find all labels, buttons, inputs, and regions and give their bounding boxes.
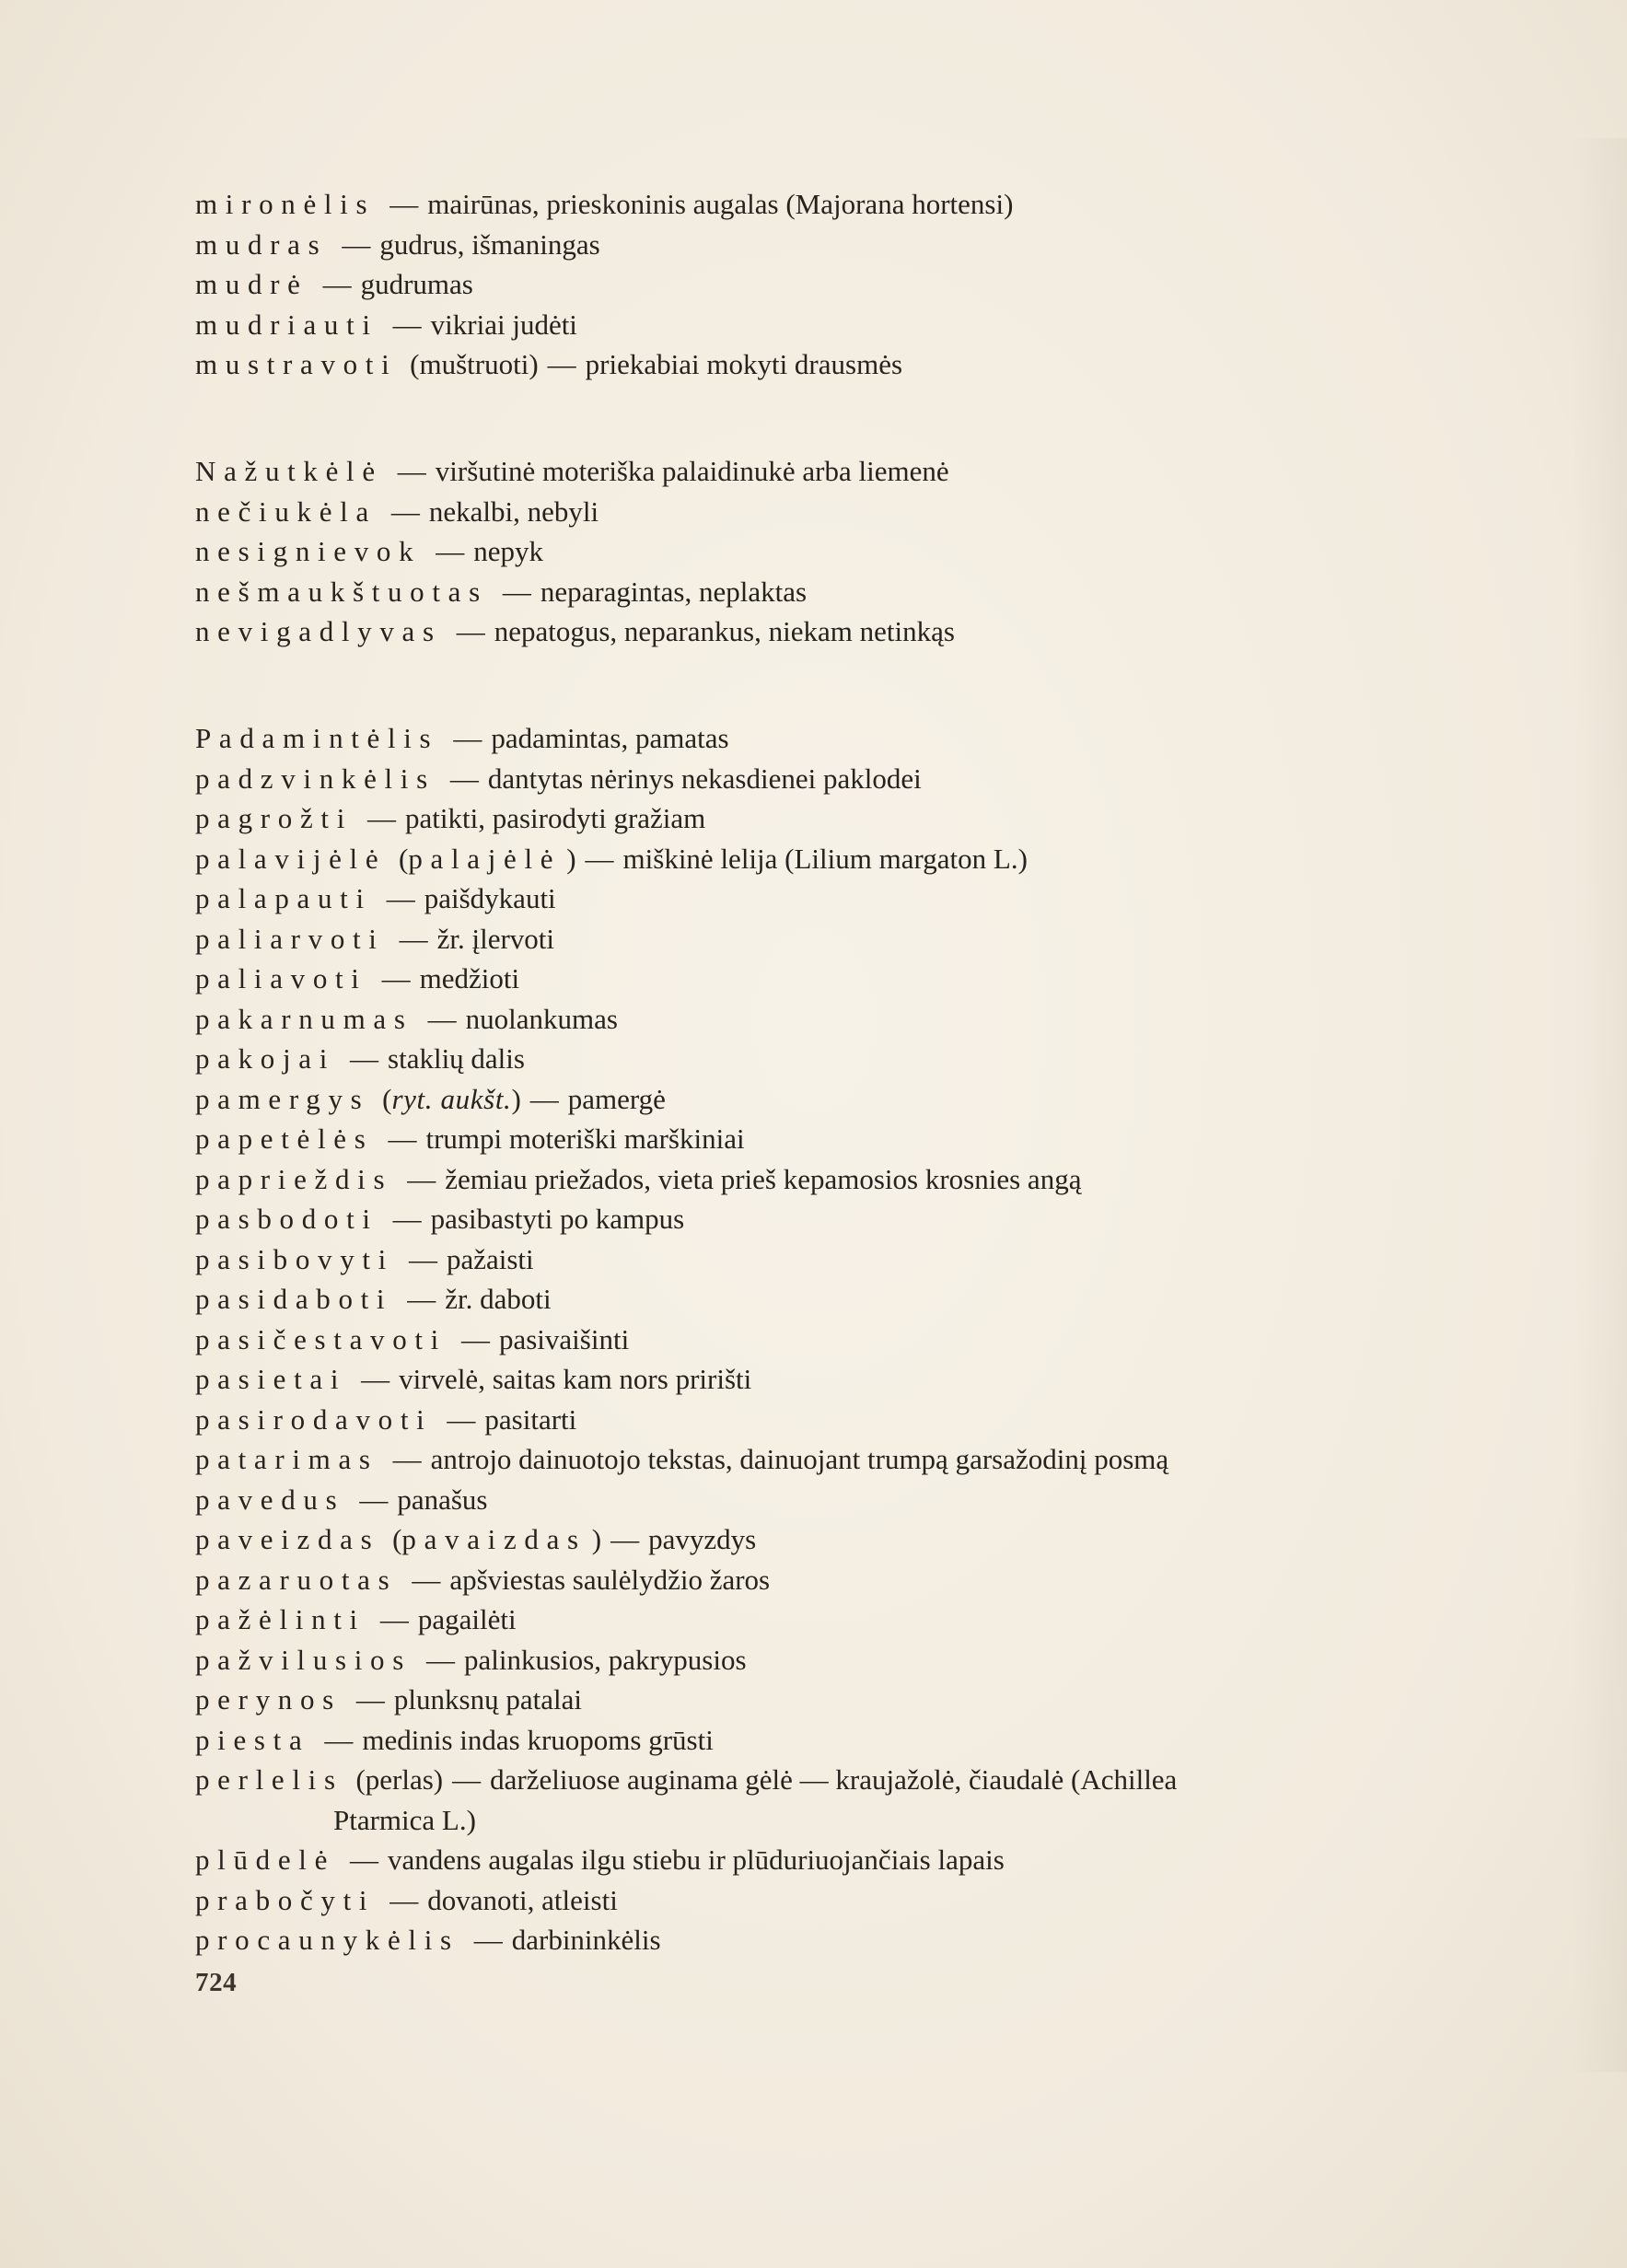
headword: pažėlinti	[195, 1603, 366, 1635]
glossary-entry	[195, 959, 1549, 999]
headword: plūdelė	[195, 1843, 336, 1876]
glossary-entry	[195, 1079, 1549, 1120]
em-dash: —	[502, 575, 531, 608]
headword: pasietai	[195, 1363, 347, 1395]
glossary-entry	[195, 451, 1549, 492]
glossary-entry	[195, 264, 1549, 305]
em-dash: —	[392, 1443, 422, 1475]
headword: paliavoti	[195, 962, 367, 994]
headword: mudrė	[195, 268, 308, 300]
em-dash: —	[460, 1322, 490, 1355]
glossary-group	[195, 718, 1549, 1960]
em-dash: —	[453, 722, 482, 754]
definition: darželiuose auginama gėlė — kraujažolė, čiaudalė (Achillea	[490, 1763, 1178, 1796]
em-dash: —	[529, 1082, 559, 1115]
em-dash: —	[324, 1723, 354, 1756]
definition: pažaisti	[446, 1242, 534, 1275]
glossary-entry	[195, 1359, 1549, 1400]
paren-close: )	[591, 1523, 602, 1555]
em-dash: —	[350, 1042, 379, 1075]
headword-variant: palajėlė	[408, 842, 562, 875]
definition: nepatogus, neparankus, niekam netinkąs	[494, 615, 955, 647]
definition: trumpi moteriški marškiniai	[425, 1122, 745, 1155]
glossary-entry	[195, 1159, 1549, 1200]
headword: perynos	[195, 1683, 342, 1716]
em-dash: —	[436, 535, 465, 567]
headword: nešmaukštuotas	[195, 575, 488, 608]
definition: žemiau priežados, vieta prieš kepamosios krosnies angą	[445, 1162, 1082, 1195]
headword: perlelis	[195, 1763, 343, 1796]
headword: pagrožti	[195, 802, 354, 834]
headword: Padamintėlis	[195, 722, 439, 754]
paren-open: (	[382, 1082, 392, 1115]
definition-continuation: Ptarmica L.)	[333, 1803, 476, 1836]
definition: nuolankumas	[465, 1002, 618, 1035]
definition: pamergė	[567, 1082, 666, 1115]
headword: pasbodoti	[195, 1203, 378, 1235]
paren-open: (	[392, 1523, 402, 1555]
definition: mairūnas, prieskoninis augalas (Majorana hortensi)	[427, 188, 1014, 220]
glossary-entry	[195, 839, 1549, 879]
glossary-entry	[195, 1880, 1549, 1921]
definition: žr. įlervoti	[436, 922, 554, 955]
em-dash: —	[381, 962, 411, 994]
em-dash: —	[379, 1603, 409, 1635]
definition: apšviestas saulėlydžio žaros	[449, 1563, 771, 1596]
em-dash: —	[392, 308, 422, 341]
glossary-entry	[195, 492, 1549, 532]
em-dash: —	[388, 1122, 417, 1155]
glossary-entry	[195, 1039, 1549, 1079]
em-dash: —	[408, 1242, 437, 1275]
glossary-entry	[195, 919, 1549, 960]
headword: pažvilusios	[195, 1643, 412, 1676]
glossary-entry	[195, 1279, 1549, 1320]
headword: palapauti	[195, 882, 372, 914]
glossary-entry	[195, 759, 1549, 799]
em-dash: —	[390, 494, 420, 528]
headword-note: (perlas)	[355, 1763, 444, 1796]
headword: patarimas	[195, 1443, 378, 1475]
headword: padzvinkėlis	[195, 762, 436, 795]
em-dash: —	[397, 455, 426, 487]
headword: pazaruotas	[195, 1563, 398, 1596]
glossary-entry	[195, 225, 1549, 265]
headword: prabočyti	[195, 1883, 376, 1916]
glossary-entry	[195, 531, 1549, 572]
definition: plunksnų patalai	[393, 1683, 582, 1716]
definition: pavyzdys	[648, 1523, 757, 1555]
em-dash: —	[456, 615, 485, 647]
definition: dantytas nėrinys nekasdienei paklodei	[487, 762, 922, 795]
em-dash: —	[449, 762, 479, 795]
definition: medžioti	[419, 962, 520, 994]
paren-open: (	[399, 842, 409, 875]
headword: nečiukėla	[195, 494, 377, 528]
definition: gudrumas	[360, 268, 473, 300]
glossary	[195, 184, 1549, 2027]
glossary-entry	[195, 1400, 1549, 1440]
em-dash: —	[610, 1523, 640, 1555]
definition: pasivaišinti	[498, 1322, 630, 1355]
glossary-entry	[195, 1439, 1549, 1480]
headword: piesta	[195, 1723, 310, 1756]
paren-close: )	[566, 842, 576, 875]
glossary-entry	[195, 1680, 1549, 1720]
headword: nesignievok	[195, 535, 422, 567]
definition: gudrus, išmaningas	[379, 227, 600, 261]
glossary-entry	[195, 1519, 1549, 1560]
headword: pasirodavoti	[195, 1402, 433, 1436]
definition: medinis indas kruopoms grūsti	[362, 1723, 714, 1756]
definition: miškinė lelija (Lilium margaton L.)	[622, 842, 1028, 875]
definition: dovanoti, atleisti	[427, 1883, 618, 1916]
headword: mustravoti	[195, 348, 398, 380]
glossary-entry	[195, 184, 1549, 225]
em-dash: —	[473, 1924, 503, 1956]
glossary-entry	[195, 1199, 1549, 1239]
definition: antrojo dainuotojo tekstas, dainuojant trumpą garsažodinį posmą	[430, 1443, 1169, 1475]
em-dash: —	[350, 1843, 379, 1876]
headword-variant: pavaizdas	[401, 1523, 587, 1555]
glossary-entry	[195, 1640, 1549, 1681]
em-dash: —	[427, 1002, 457, 1035]
definition: palinkusios, pakrypusios	[463, 1643, 747, 1676]
em-dash: —	[389, 1883, 419, 1916]
headword-note: (muštruoti)	[410, 348, 539, 380]
em-dash: —	[386, 882, 415, 914]
em-dash: —	[447, 1402, 476, 1436]
glossary-entry	[195, 1920, 1549, 1960]
definition: nekalbi, nebyli	[428, 494, 599, 528]
em-dash: —	[367, 802, 397, 834]
glossary-entry	[195, 1599, 1549, 1640]
definition: paišdykauti	[424, 882, 556, 914]
headword: mudriauti	[195, 308, 378, 341]
glossary-entry	[195, 999, 1549, 1040]
definition: pagailėti	[417, 1603, 517, 1635]
em-dash: —	[407, 1162, 436, 1195]
glossary-entry	[195, 1840, 1549, 1880]
headword: Nažutkėlė	[195, 455, 383, 487]
headword: pasidaboti	[195, 1283, 393, 1315]
headword: pasibovyti	[195, 1242, 394, 1275]
em-dash: —	[547, 348, 576, 380]
definition: padamintas, pamatas	[491, 722, 729, 754]
headword: pakarnumas	[195, 1002, 413, 1035]
em-dash: —	[392, 1203, 422, 1235]
headword: palavijėlė	[195, 842, 387, 875]
em-dash: —	[452, 1763, 482, 1796]
em-dash: —	[425, 1643, 455, 1676]
definition: patikti, pasirodyti gražiam	[405, 802, 706, 834]
usage-label: ryt. aukšt.	[391, 1082, 512, 1115]
em-dash: —	[412, 1563, 441, 1596]
headword: paliarvoti	[195, 922, 385, 955]
headword: procaunykėlis	[195, 1924, 459, 1956]
headword: pasičestavoti	[195, 1322, 447, 1355]
definition: pasibastyti po kampus	[430, 1203, 685, 1235]
headword: papetėlės	[195, 1122, 374, 1155]
headword: paveizdas	[195, 1523, 380, 1555]
definition: viršutinė moteriška palaidinukė arba liemenė	[435, 455, 949, 487]
glossary-entry	[195, 878, 1549, 919]
em-dash: —	[585, 842, 614, 875]
em-dash: —	[355, 1683, 385, 1716]
headword: mironėlis	[195, 188, 376, 220]
definition: staklių dalis	[388, 1042, 525, 1075]
em-dash: —	[389, 188, 419, 220]
definition: žr. daboti	[445, 1283, 552, 1315]
glossary-entry	[195, 1720, 1549, 1761]
paren-close: )	[511, 1082, 521, 1115]
headword: pamergys	[195, 1082, 370, 1115]
definition: vikriai judėti	[430, 308, 577, 341]
headword: nevigadlyvas	[195, 615, 442, 647]
glossary-entry	[195, 798, 1549, 839]
definition: darbininkėlis	[511, 1924, 661, 1956]
glossary-entry	[195, 1239, 1549, 1280]
glossary-group	[195, 184, 1549, 385]
glossary-entry	[195, 572, 1549, 612]
definition: pasitarti	[484, 1402, 577, 1436]
headword: pavedus	[195, 1483, 345, 1516]
glossary-entry	[195, 718, 1549, 759]
definition: nepyk	[473, 535, 544, 567]
glossary-entry	[195, 1480, 1549, 1520]
glossary-group	[195, 451, 1549, 652]
glossary-entry	[195, 611, 1549, 652]
definition: priekabiai mokyti drausmės	[585, 348, 903, 380]
definition: neparagintas, neplaktas	[540, 575, 808, 608]
definition: vandens augalas ilgu stiebu ir plūduriuojančiais lapais	[388, 1843, 1005, 1876]
glossary-entry	[195, 1560, 1549, 1600]
em-dash: —	[399, 922, 428, 955]
headword: paprieždis	[195, 1162, 393, 1195]
headword: mudras	[195, 227, 328, 261]
glossary-entry	[195, 1119, 1549, 1159]
glossary-entry	[195, 1760, 1549, 1840]
headword: pakojai	[195, 1042, 336, 1075]
em-dash: —	[342, 227, 371, 261]
glossary-entry	[195, 344, 1549, 385]
definition: virvelė, saitas kam nors pririšti	[399, 1363, 752, 1395]
em-dash: —	[361, 1363, 390, 1395]
glossary-entry	[195, 1320, 1549, 1360]
glossary-entry	[195, 305, 1549, 345]
em-dash: —	[407, 1283, 436, 1315]
em-dash: —	[359, 1483, 389, 1516]
page-number: 724	[195, 1968, 238, 1997]
definition: panašus	[397, 1483, 488, 1516]
page-edge-shadow	[1572, 138, 1627, 2072]
em-dash: —	[322, 268, 352, 300]
